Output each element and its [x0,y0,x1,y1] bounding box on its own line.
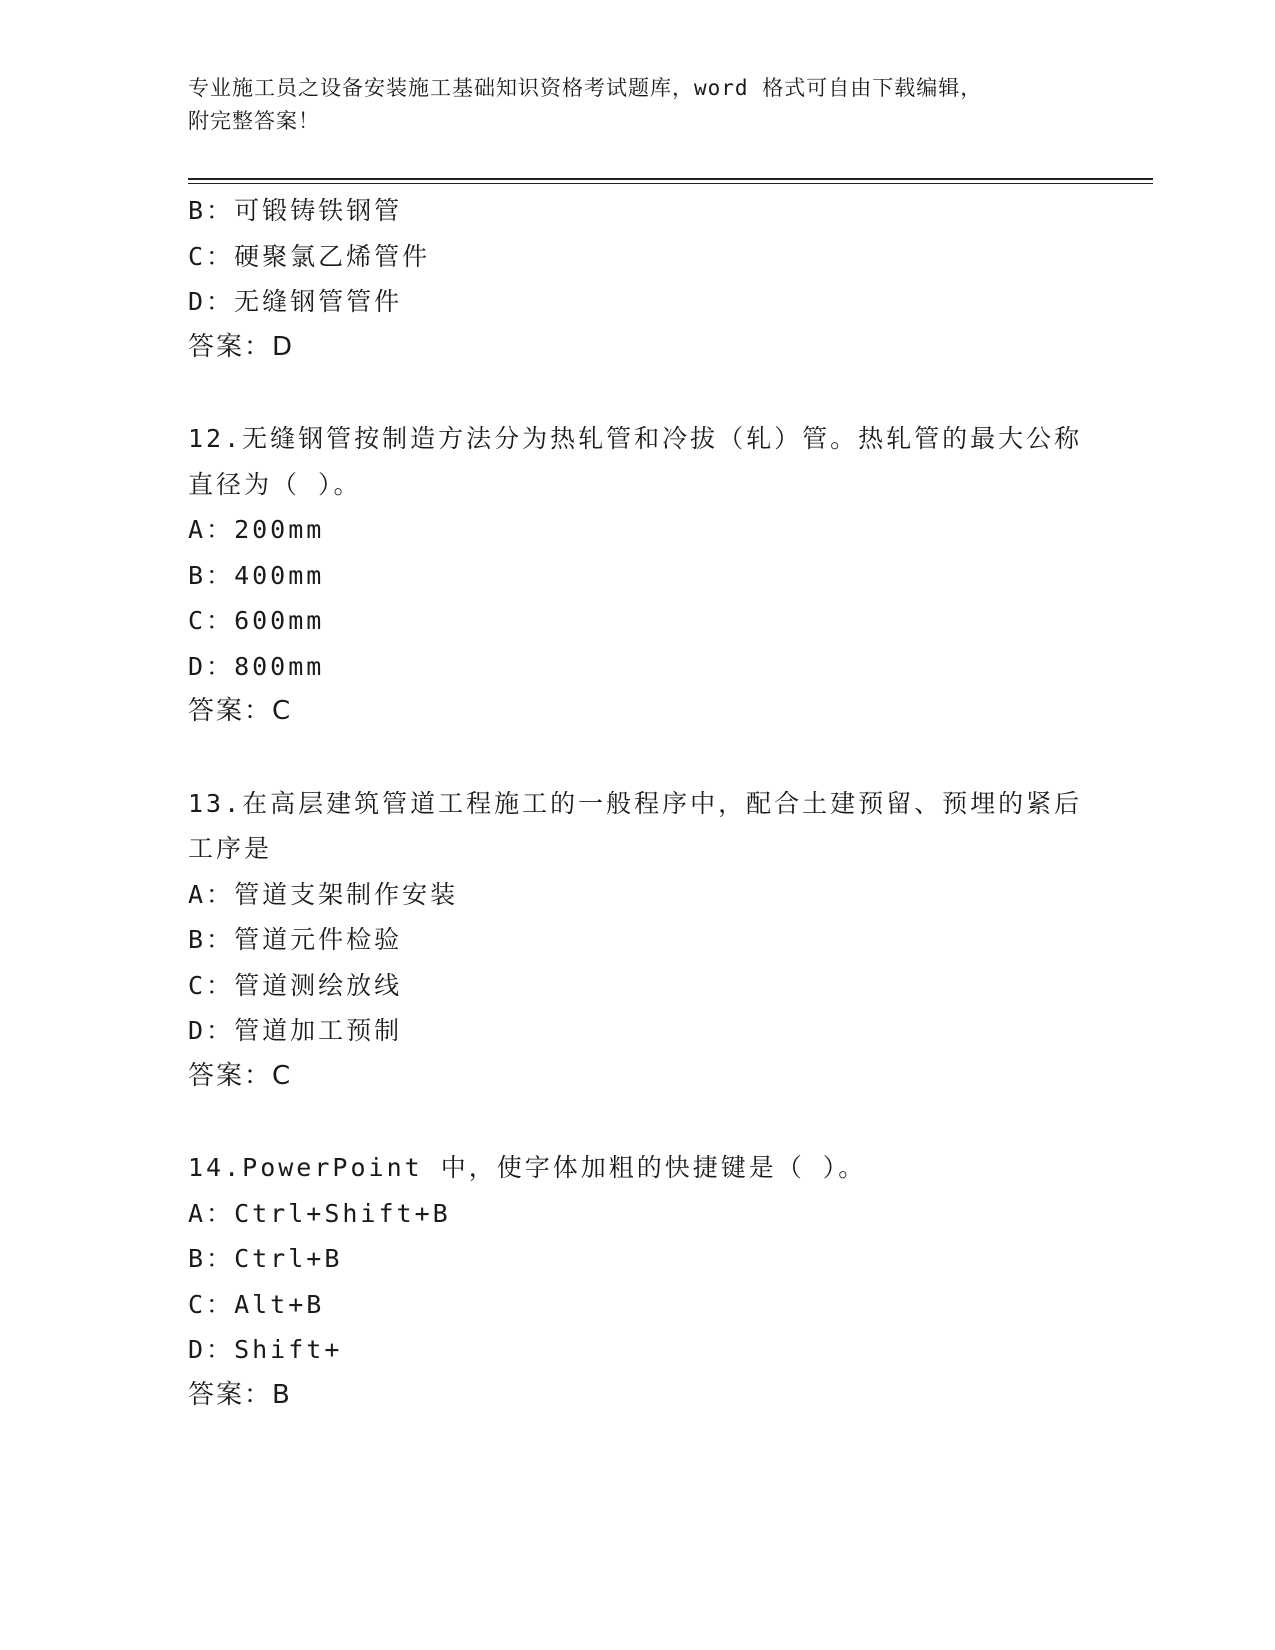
answer: 答案：D [188,331,295,362]
question-13 [188,781,1128,1100]
answer: 答案：C [188,1060,293,1091]
option-d: D：无缝钢管管件 [188,287,403,316]
document-header [188,72,1088,138]
option-b: B：管道元件检验 [188,925,403,954]
answer: 答案：B [188,1379,292,1410]
question-text: 14.PowerPoint 中，使字体加粗的快捷键是（ ）。 [188,1153,867,1182]
option-b: B：可锻铸铁钢管 [188,196,403,225]
option-c: C：600mm [188,606,325,635]
option-a: A：200mm [188,515,325,544]
header-line-2: 附完整答案！ [188,109,320,133]
option-d: D：Shift+ [188,1335,343,1364]
option-d: D：管道加工预制 [188,1016,403,1045]
question-text: 13.在高层建筑管道工程施工的一般程序中，配合土建预留、预埋的紧后工序是 [188,788,1083,863]
option-c: C：管道测绘放线 [188,970,403,1000]
option-d: D：800mm [188,651,325,681]
header-rule-thick [188,178,1153,180]
option-c: C：硬聚氯乙烯管件 [188,241,431,271]
option-a: A：管道支架制作安装 [188,879,459,909]
option-c: C：Alt+B [188,1289,325,1319]
header-line-1: 专业施工员之设备安装施工基础知识资格考试题库，word 格式可自由下载编辑， [188,76,983,100]
document-body [188,188,1128,1418]
option-b: B：Ctrl+B [188,1244,343,1273]
header-rule-thin [188,183,1153,184]
question-carryover [188,188,1128,370]
option-a: A：Ctrl+Shift+B [188,1198,451,1228]
question-12 [188,416,1128,735]
answer: 答案：C [188,696,293,726]
question-14 [188,1145,1128,1418]
option-b: B：400mm [188,560,325,590]
question-text: 12.无缝钢管按制造方法分为热轧管和冷拔（轧）管。热轧管的最大公称直径为（ ）。 [188,424,1083,499]
